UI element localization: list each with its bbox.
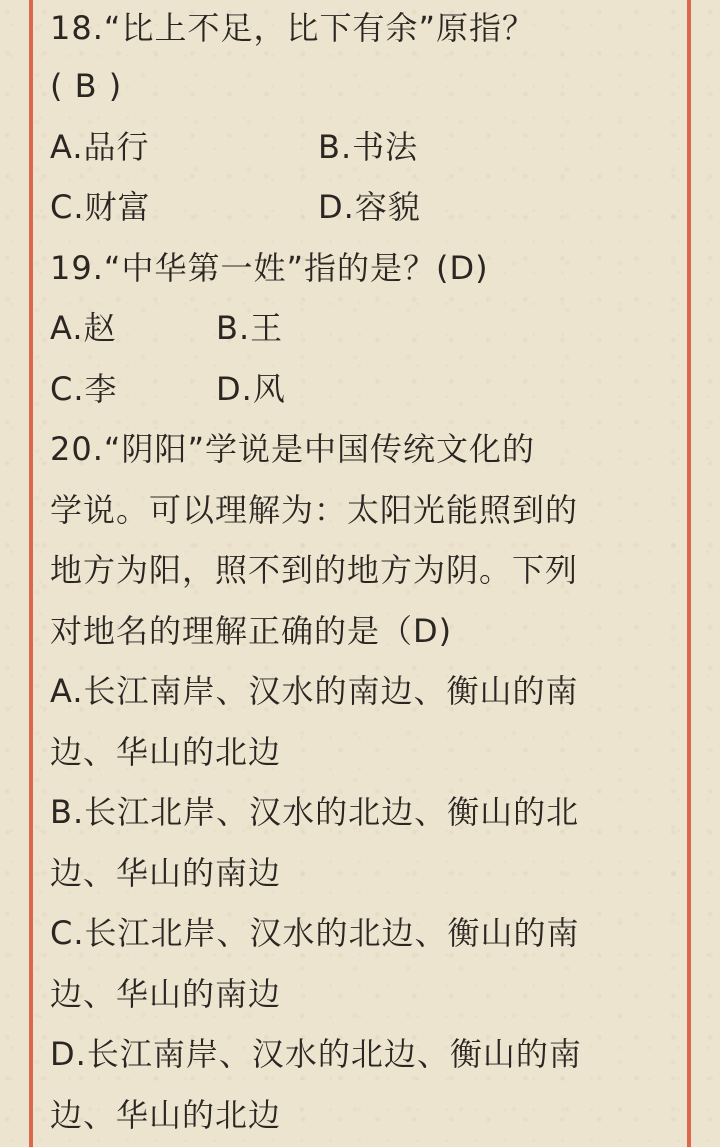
q20-option-c-line-1: C.长江北岸、汉水的北边、衡山的南: [50, 914, 580, 952]
q20-option-d-line-1: D.长江南岸、汉水的北边、衡山的南: [50, 1035, 582, 1073]
q20-option-c-line-2: 边、华山的南边: [50, 974, 282, 1013]
q19-option-b: B.王: [216, 309, 284, 347]
q20-option-a-line-2: 边、华山的北边: [50, 732, 282, 771]
q19-question: 19.“中华第一姓”指的是？(D): [50, 248, 489, 287]
q19-option-d: D.风: [216, 369, 286, 408]
q20-option-b-line-1: B.长江北岸、汉水的北边、衡山的北: [50, 793, 580, 831]
q18-option-d: D.容貌: [318, 188, 421, 226]
q18-option-b: B.书法: [318, 127, 419, 166]
q19-option-c: C.李: [50, 369, 118, 408]
left-border-line: [29, 0, 33, 1147]
q18-option-c: C.财富: [50, 188, 151, 226]
q18-options-row-2: [50, 177, 680, 238]
q20-option-a-line-1: A.长江南岸、汉水的南边、衡山的南: [50, 672, 579, 710]
q20-option-b-line-2: 边、华山的南边: [50, 853, 282, 892]
q19-options-row-2: [50, 359, 680, 420]
q20-question-line-2: 学说。可以理解为：太阳光能照到的: [50, 490, 579, 529]
q19-options-row-1: [50, 298, 680, 359]
q19-option-a: A.赵: [50, 309, 117, 347]
q20-question-line-3: 地方为阳，照不到的地方为阴。下列: [50, 551, 579, 589]
q18-question: 18.“比上不足，比下有余”原指？: [50, 9, 536, 47]
q18-options-row-1: [50, 117, 680, 178]
quiz-content: [50, 0, 680, 1145]
q18-option-a: A.品行: [50, 127, 150, 166]
q20-question-line-4: 对地名的理解正确的是（D): [50, 611, 453, 650]
q20-question-line-1: 20.“阴阳”学说是中国传统文化的: [50, 430, 536, 468]
q18-answer: ( B ): [50, 67, 123, 105]
right-border-line: [687, 0, 691, 1147]
q20-option-d-line-2: 边、华山的北边: [50, 1095, 282, 1134]
